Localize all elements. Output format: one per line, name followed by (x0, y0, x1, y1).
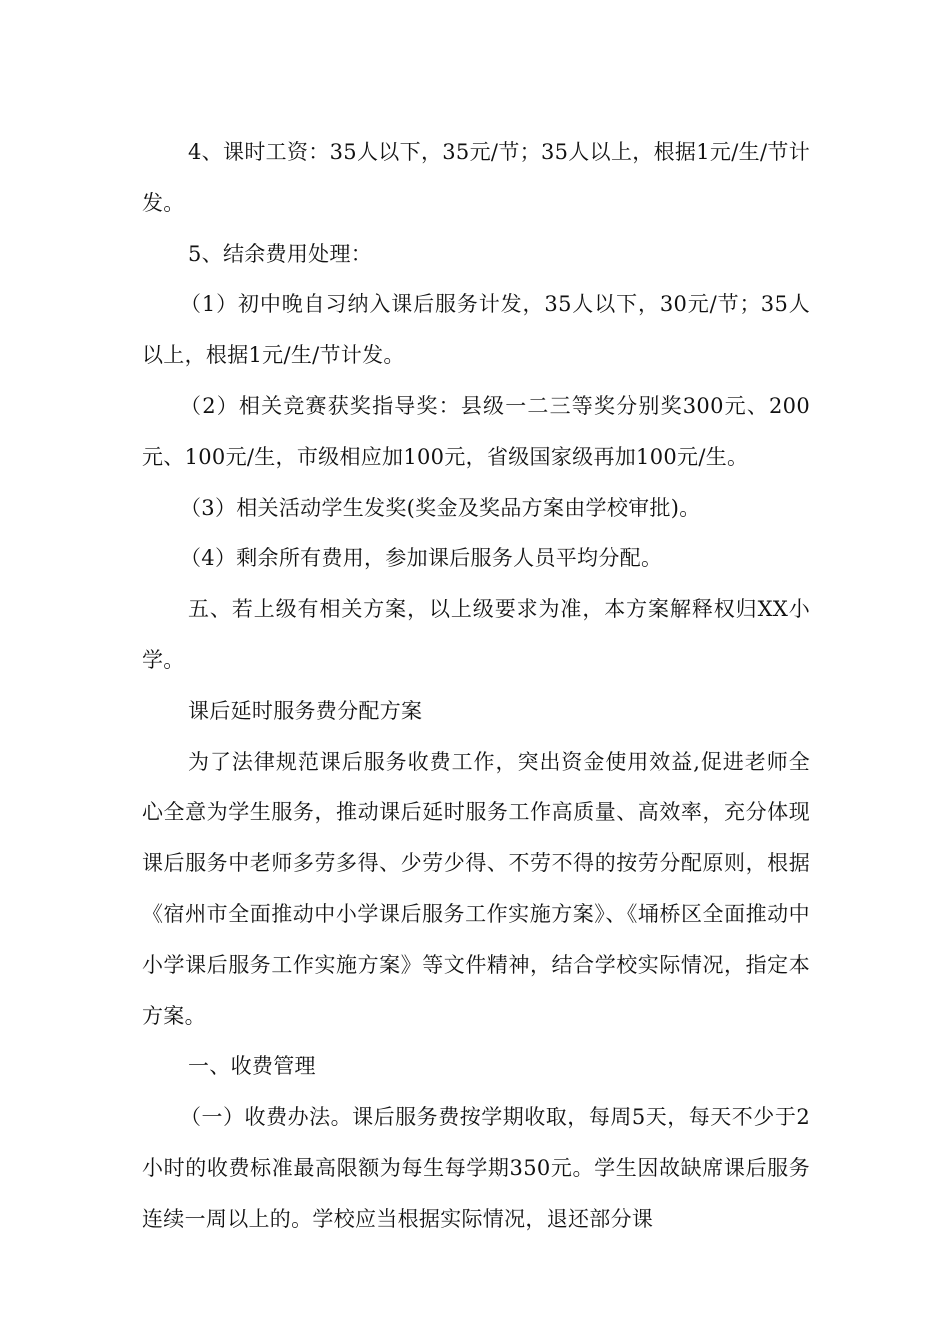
paragraph-surplus-item-2: （2）相关竞赛获奖指导奖：县级一二三等奖分别奖300元、200元、100元/生，市级相应加100元，省级国家级再加100元/生。 (142, 393, 810, 469)
paragraph-surplus-item-4: （4）剩余所有费用，参加课后服务人员平均分配。 (180, 546, 663, 571)
paragraph-surplus-item-3: （3）相关活动学生发奖(奖金及奖品方案由学校审批)。 (180, 495, 701, 520)
paragraph-hourly-wage: 4、课时工资：35人以下，35元/节；35人以上，根据1元/生/节计发。 (142, 140, 810, 215)
paragraph-plan-title: 课后延时服务费分配方案 (188, 698, 423, 723)
paragraph-surplus-heading: 5、结余费用处理： (188, 241, 373, 266)
paragraph-fee-method: （一）收费办法。课后服务费按学期收取，每周5天，每天不少于2小时的收费标准最高限额为每生每学期350元。学生因故缺席课后服务连续一周以上的。学校应当根据实际情况，退还部分课 (142, 1105, 810, 1231)
document-body (142, 127, 810, 1245)
paragraph-intro: 为了法律规范课后服务收费工作，突出资金使用效益,促进老师全心全意为学生服务，推动课后延时服务工作高质量、高效率，充分体现课后服务中老师多劳多得、少劳少得、不劳不得的按劳分配原则，根据《宿州市全面推动中小学课后服务工作实施方案》、《埇桥区全面推动中小学课后服务工作实施方案》等文件精神，结合学校实际情况，指定本方案。 (142, 749, 810, 1028)
paragraph-surplus-item-1: （1）初中晚自习纳入课后服务计发，35人以下，30元/节；35人以上，根据1元/生/节计发。 (142, 292, 810, 368)
paragraph-fee-management-heading: 一、收费管理 (188, 1054, 316, 1079)
paragraph-section-five: 五、若上级有相关方案，以上级要求为准，本方案解释权归XX小学。 (142, 597, 810, 672)
